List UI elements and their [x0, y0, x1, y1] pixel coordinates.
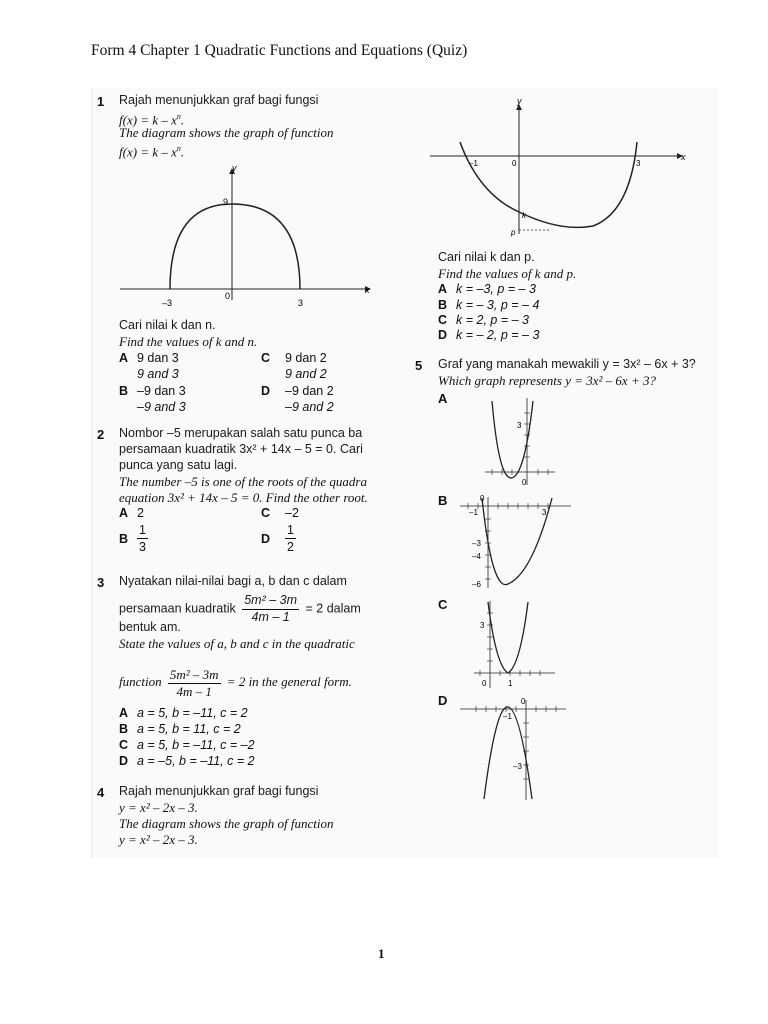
- q5-c-tick-0: 0: [482, 679, 487, 688]
- q5-number: 5: [415, 358, 423, 373]
- q4-option-d[interactable]: D k = – 2, p = – 3: [438, 328, 540, 342]
- q4-option-c[interactable]: C k = 2, p = – 3: [438, 313, 529, 327]
- q2-text-line5: equation 3x² + 14x – 5 = 0. Find the other root.: [119, 490, 368, 505]
- q1-text-ms: Rajah menunjukkan graf bagi fungsi: [119, 93, 319, 107]
- q3-option-a[interactable]: A a = 5, b = –11, c = 2: [119, 706, 248, 720]
- q4-parabola: [460, 142, 637, 227]
- q2-text-line4: The number –5 is one of the roots of the quadra: [119, 474, 367, 489]
- q4-find-ms: Cari nilai k dan p.: [438, 250, 535, 264]
- q1-tick-9: 9: [223, 197, 229, 207]
- q1-function-en: $f(x) = k - x^n$.: [119, 144, 185, 160]
- q1-parabola: [170, 204, 300, 289]
- q1-number: 1: [97, 94, 105, 109]
- q3-text-line3: bentuk am.: [119, 620, 181, 634]
- q4-text-line3: The diagram shows the graph of function: [119, 816, 334, 831]
- q4-tick-3: 3: [636, 159, 641, 168]
- page-header: Form 4 Chapter 1 Quadratic Functions and Equations (Quiz): [91, 42, 468, 59]
- q4-graph: [425, 92, 695, 240]
- q5-b-tick-0: 0: [480, 494, 485, 503]
- q4-tick-p: p: [511, 228, 516, 237]
- q2-option-d[interactable]: D $\frac{1}{2}$: [261, 523, 294, 554]
- q4-y-label: y: [517, 96, 522, 106]
- q5-b-tick-neg3: –3: [472, 539, 481, 548]
- q3-text-line5: function $\frac{\text{5m² – 3m}}{4m - 1}$ = 2 in the general form.: [119, 667, 352, 699]
- q3-option-c[interactable]: C a = 5, b = –11, c = –2: [119, 738, 255, 752]
- q1-tick-neg3: –3: [162, 298, 173, 308]
- q4-tick-neg1: –1: [469, 159, 478, 168]
- q1-find-ms: Cari nilai k dan n.: [119, 318, 216, 332]
- q5-d-tick-neg1: –1: [503, 712, 512, 721]
- q2-option-b[interactable]: B $\frac{1}{3}$: [119, 523, 146, 554]
- q2-text-line3: punca yang satu lagi.: [119, 458, 238, 472]
- q4-x-label: x: [681, 152, 686, 162]
- q1-x-label: x: [365, 285, 370, 295]
- q1-graph: [115, 160, 375, 310]
- q5-text-line1: Graf yang manakah mewakili y = 3x² – 6x + 3?: [438, 357, 696, 371]
- q5-graph-b-letter[interactable]: B: [438, 493, 448, 508]
- q1-option-a[interactable]: A 9 dan 3 9 and 3: [119, 351, 179, 381]
- q5-d-tick-neg3: –3: [513, 762, 522, 771]
- q3-text-line1: Nyatakan nilai-nilai bagi a, b dan c dalam: [119, 574, 347, 588]
- q1-tick-0: 0: [225, 291, 231, 301]
- q5-graph-d[interactable]: [456, 695, 571, 805]
- q5-graph-b[interactable]: [456, 492, 576, 592]
- q5-a-tick-3: 3: [517, 421, 522, 430]
- q2-number: 2: [97, 427, 105, 442]
- q5-b-tick-neg4: –4: [472, 552, 481, 561]
- q2-option-c[interactable]: C –2: [261, 506, 299, 520]
- q4-tick-0: 0: [512, 159, 517, 168]
- q5-text-line2: Which graph represents y = 3x² – 6x + 3?: [438, 373, 656, 388]
- q3-text-line4: State the values of a, b and c in the quadratic: [119, 636, 355, 651]
- q4-find-en: Find the values of k and p.: [438, 266, 577, 281]
- q4-text-line1: Rajah menunjukkan graf bagi fungsi: [119, 784, 319, 798]
- q1-function-ms: $f(x) = k - x^n$.: [119, 112, 185, 128]
- q5-c-tick-3: 3: [480, 621, 485, 630]
- q3-number: 3: [97, 575, 105, 590]
- q5-graph-a[interactable]: [480, 393, 560, 493]
- q5-c-curve: [488, 602, 528, 673]
- q1-option-d[interactable]: D –9 dan 2 –9 and 2: [261, 384, 334, 414]
- q1-option-b[interactable]: B –9 dan 3 –9 and 3: [119, 384, 186, 414]
- q5-b-tick-3: 3: [542, 508, 547, 517]
- q4-text-line4: y = x² – 2x – 3.: [119, 832, 198, 847]
- q1-option-c[interactable]: C 9 dan 2 9 and 2: [261, 351, 327, 381]
- q4-option-b[interactable]: B k = – 3, p = – 4: [438, 298, 540, 312]
- q3-option-d[interactable]: D a = –5, b = –11, c = 2: [119, 754, 255, 768]
- q5-d-tick-0: 0: [521, 697, 526, 706]
- q4-option-a[interactable]: A k = –3, p = – 3: [438, 282, 536, 296]
- q4-tick-k: k: [522, 211, 526, 220]
- q4-text-line2: y = x² – 2x – 3.: [119, 800, 198, 815]
- q1-tick-3: 3: [298, 298, 304, 308]
- q3-text-line2: persamaan kuadratik $\frac{\text{5m² – 3m}}{4m - 1}$ = 2 dalam: [119, 593, 361, 624]
- q5-graph-a-letter[interactable]: A: [438, 391, 448, 406]
- q1-text-en: The diagram shows the graph of function: [119, 125, 334, 140]
- q5-b-tick-neg6: –6: [472, 580, 481, 589]
- q5-a-tick-0: 0: [522, 478, 527, 487]
- q1-y-label: y: [232, 163, 237, 173]
- q5-b-tick-neg1: –1: [469, 508, 478, 517]
- q2-text-line1: Nombor –5 merupakan salah satu punca ba: [119, 426, 363, 440]
- q2-option-a[interactable]: A 2: [119, 506, 144, 520]
- q5-graph-d-letter[interactable]: D: [438, 693, 448, 708]
- q5-graph-c[interactable]: [470, 596, 560, 694]
- q2-text-line2: persamaan kuadratik 3x² + 14x – 5 = 0. Cari: [119, 442, 363, 456]
- page-number: 1: [378, 946, 385, 961]
- q4-number: 4: [97, 785, 105, 800]
- q5-graph-c-letter[interactable]: C: [438, 597, 448, 612]
- q5-c-tick-1: 1: [508, 679, 513, 688]
- q3-option-b[interactable]: B a = 5, b = 11, c = 2: [119, 722, 241, 736]
- q1-find-en: Find the values of k and n.: [119, 334, 258, 349]
